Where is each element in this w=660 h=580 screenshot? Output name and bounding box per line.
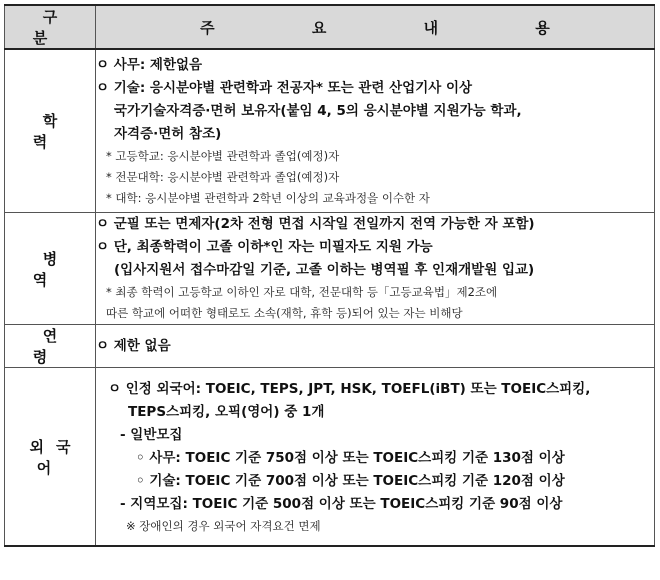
language-row <box>5 368 655 547</box>
education-note: * 고등학교: 응시분야별 관련학과 졸업(예정)자 <box>106 149 340 163</box>
education-note: * 전문대학: 응시분야별 관련학과 졸업(예정)자 <box>106 170 340 184</box>
age-line: ㅇ 제한 없음 <box>96 337 171 354</box>
language-line: TEPS스피킹, 오픽(영어) 중 1개 <box>128 404 325 420</box>
language-tech: ◦ 기술: TOEIC 기준 700점 이상 또는 TOEIC스피킹 기준 120점 이상 <box>136 473 565 489</box>
military-line: (입사지원서 접수마감일 기준, 고졸 이하는 병역필 후 인재개발원 입교) <box>114 262 535 278</box>
education-content <box>96 49 655 213</box>
military-note: 따른 학교에 어떠한 형태로도 소속(재학, 휴학 등)되어 있는 자는 비해당 <box>106 306 463 320</box>
education-line: ㅇ 사무: 제한없음 <box>96 57 203 73</box>
language-regional: - 지역모집: TOEIC 기준 500점 이상 또는 TOEIC스피킹 기준 90점 이상 <box>120 496 563 512</box>
education-line: 국가기술자격증·면허 보유자(붙임 4, 5의 응시분야별 지원가능 학과, <box>114 103 522 119</box>
header-content: 주 요 내 용 <box>96 5 655 49</box>
language-general: - 일반모집 <box>120 427 183 443</box>
language-note: ※ 장애인의 경우 외국어 자격요건 면제 <box>126 519 321 533</box>
language-label: 외국어 <box>5 368 96 547</box>
education-row <box>5 49 655 213</box>
education-label: 학 력 <box>5 49 96 213</box>
age-content <box>96 325 655 368</box>
military-line: ㅇ 단, 최종학력이 고졸 이하*인 자는 미필자도 지원 가능 <box>96 239 433 255</box>
language-line: ㅇ 인정 외국어: TOEIC, TEPS, JPT, HSK, TOEFL(iBT) 또는 TOEIC스피킹, <box>108 381 591 397</box>
military-note: * 최종 학력이 고등학교 이하인 자로 대학, 전문대학 등「고등교육법」제2조에 <box>106 285 498 299</box>
education-line: 자격증·면허 참조) <box>114 126 222 142</box>
header-row <box>5 5 655 49</box>
military-row <box>5 213 655 325</box>
language-office: ◦ 사무: TOEIC 기준 750점 이상 또는 TOEIC스피킹 기준 130점 이상 <box>136 450 565 466</box>
military-label: 병 역 <box>5 213 96 325</box>
header-category: 구 분 <box>5 5 96 49</box>
requirements-table <box>4 4 655 547</box>
age-label: 연 령 <box>5 325 96 368</box>
education-line: ㅇ 기술: 응시분야별 관련학과 전공자* 또는 관련 산업기사 이상 <box>96 80 473 96</box>
age-row <box>5 325 655 368</box>
education-note: * 대학: 응시분야별 관련학과 2학년 이상의 교육과정을 이수한 자 <box>106 191 430 205</box>
language-content <box>96 368 655 547</box>
military-line: ㅇ 군필 또는 면제자(2차 전형 면접 시작일 전일까지 전역 가능한 자 포함) <box>96 216 535 232</box>
military-content <box>96 213 655 325</box>
